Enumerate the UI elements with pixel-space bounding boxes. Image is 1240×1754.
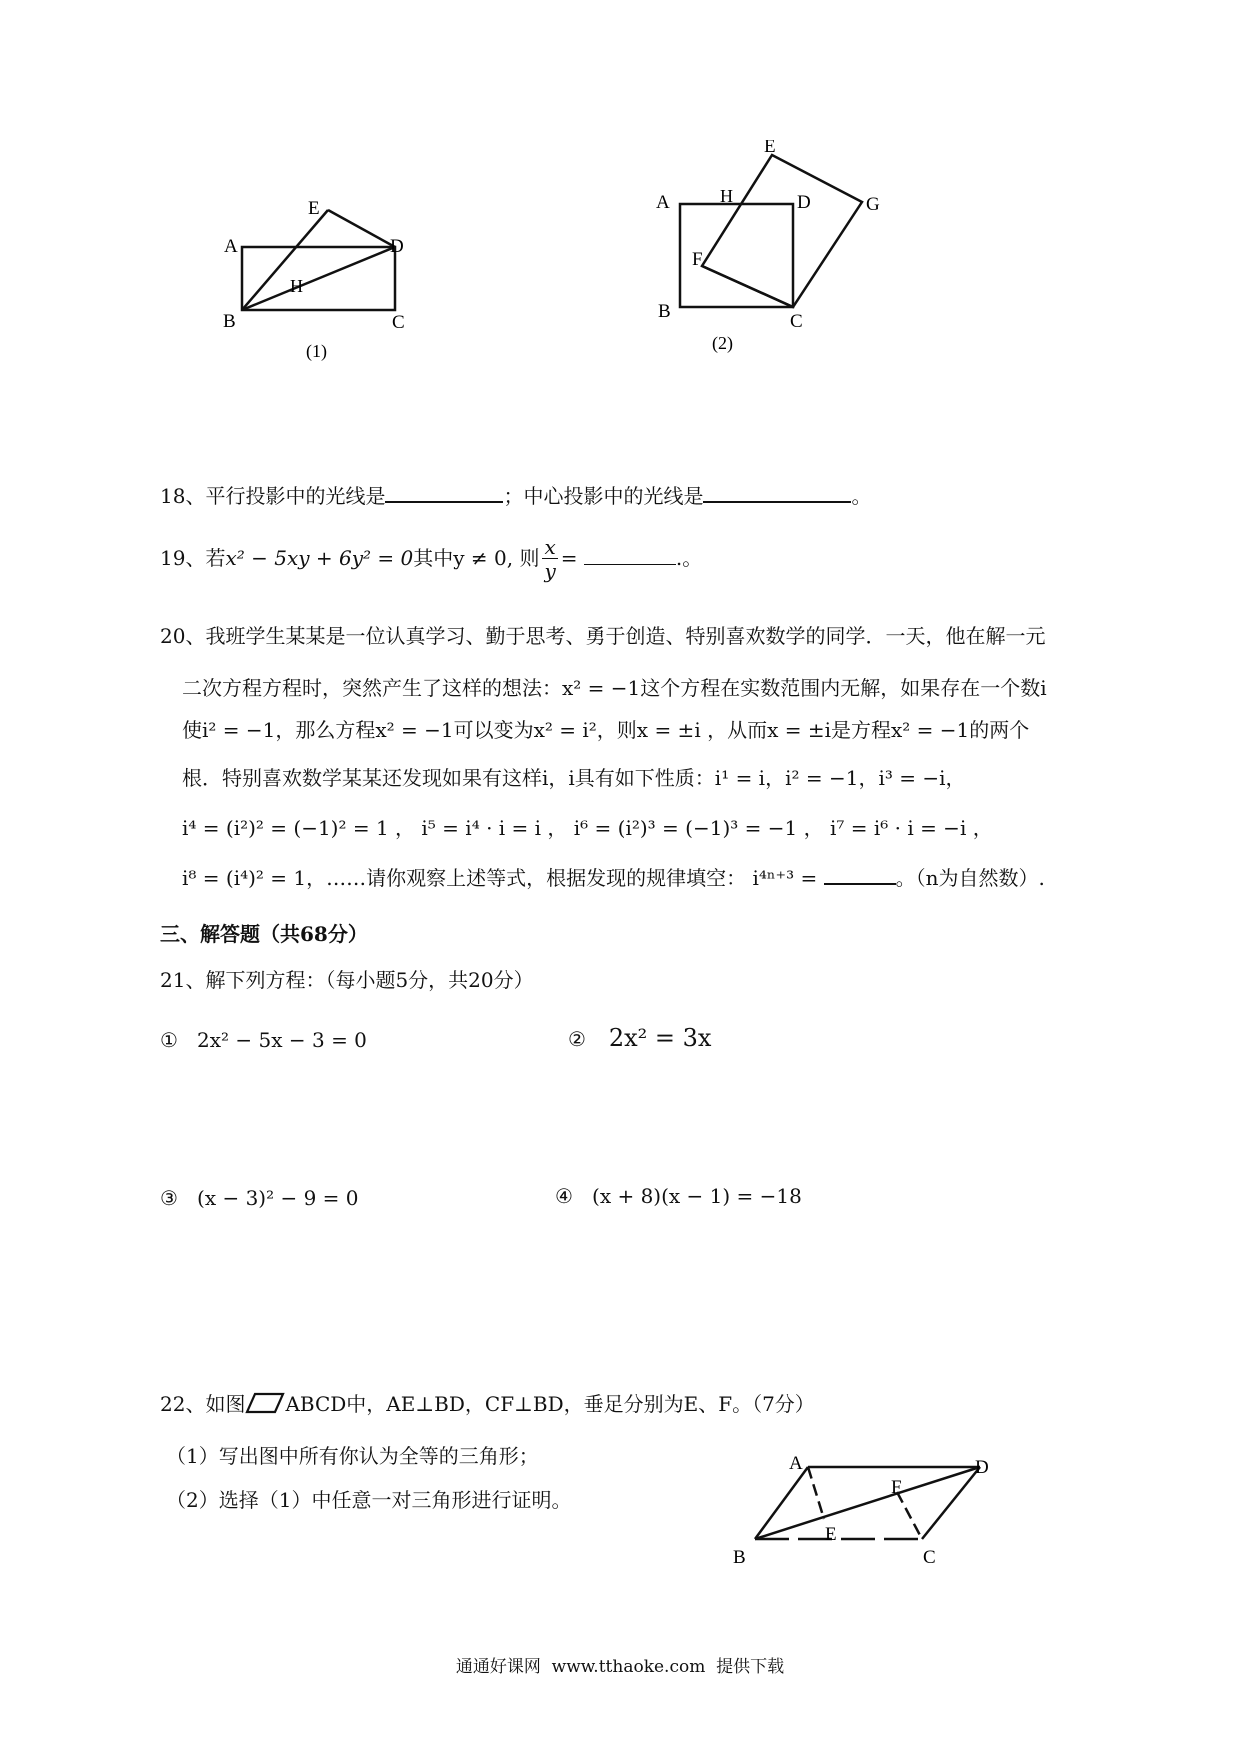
fig22-label-d: D <box>975 1457 989 1478</box>
q21-item-2-eq: 2x² = 3x <box>608 1024 712 1052</box>
q20-line-3: 使i² = −1，那么方程x² = −1可以变为x² = i²，则x = ±i ，从而x = ±i是方程x² = −1的两个 <box>182 718 1030 742</box>
fig2-label-d: D <box>797 192 811 213</box>
q21-title: 21、解下列方程：（每小题5分，共20分） <box>160 968 534 992</box>
fig22-label-a: A <box>789 1453 803 1474</box>
q21-item-4-eq: (x + 8)(x − 1) = −18 <box>592 1184 802 1208</box>
fig2-label-b: B <box>658 301 671 322</box>
q21-item-3-eq: (x − 3)² − 9 = 0 <box>197 1186 359 1210</box>
footer-source: 通通好课网 www.tthaoke.com 提供下载 <box>455 1657 785 1677</box>
q21-item-3 <box>160 1186 359 1210</box>
fig1-label-h: H <box>290 276 303 296</box>
fig2-caption: (2) <box>712 333 733 353</box>
fig1-caption: (1) <box>306 341 327 361</box>
q19-frac-num: x <box>544 535 556 559</box>
q18-blank-1[interactable] <box>385 481 503 503</box>
q22-title <box>160 1388 815 1417</box>
q19-equation: x² − 5xy + 6y² = 0 <box>225 546 414 570</box>
fig2-label-e: E <box>764 140 776 157</box>
fig1-label-b: B <box>223 311 236 332</box>
q22-pre: 22、如图 <box>160 1392 246 1416</box>
q20-line-5: i⁴ = (i²)² = (−1)² = 1 ， i⁵ = i⁴ · i = i ， i⁶ = (i²)³ = (−1)³ = −1 ， i⁷ = i⁶ · i = −i ， <box>182 816 993 840</box>
fig22-label-e: E <box>825 1524 837 1545</box>
q21-item-4 <box>555 1184 802 1208</box>
q21-item-1-eq: 2x² − 5x − 3 = 0 <box>197 1028 367 1052</box>
fig2-label-c: C <box>790 311 803 332</box>
q21-item-1-marker: ① <box>160 1028 178 1052</box>
q20-line-6-a: i⁸ = (i⁴)² = 1，……请你观察上述等式，根据发现的规律填空： i⁴ⁿ⁺³ = <box>182 866 818 890</box>
figure-22 <box>725 1445 1005 1575</box>
q19-end: .。 <box>675 546 703 570</box>
q18-sep: ； <box>503 484 524 508</box>
fig2-label-h: H <box>720 186 733 206</box>
q21-item-2-marker: ② <box>568 1027 586 1051</box>
q20-line-6 <box>182 862 1045 891</box>
q21-item-4-marker: ④ <box>555 1184 573 1208</box>
q21-item-1 <box>160 1028 367 1052</box>
fig22-label-c: C <box>923 1547 936 1568</box>
fig1-label-c: C <box>392 312 405 333</box>
q18-text-a: 平行投影中的光线是 <box>205 484 386 508</box>
q22-sub-2: （2）选择（1）中任意一对三角形进行证明。 <box>166 1488 572 1512</box>
q18-blank-2[interactable] <box>703 481 851 503</box>
fig22-label-b: B <box>733 1547 746 1568</box>
q19-number: 19、 <box>160 546 206 570</box>
q21-item-2 <box>568 1024 711 1052</box>
fig2-label-a: A <box>656 192 670 213</box>
q21-item-3-marker: ③ <box>160 1186 178 1210</box>
fig1-label-d: D <box>390 236 404 257</box>
q19-pre: 若 <box>205 546 226 570</box>
fig1-label-e: E <box>308 198 320 219</box>
q19-cond: 其中y ≠ 0, 则 <box>413 546 540 570</box>
q19-blank[interactable] <box>584 546 676 565</box>
q18-text-b: 中心投影中的光线是 <box>523 484 704 508</box>
q20-line-6-b: 。（n为自然数）. <box>895 866 1045 890</box>
figure-1 <box>220 195 450 375</box>
q20-line-2: 二次方程方程时，突然产生了这样的想法：x² = −1这个方程在实数范围内无解，如果存在一个数i <box>182 676 1047 700</box>
q20-blank[interactable] <box>824 863 896 885</box>
q19-fraction <box>542 536 557 583</box>
q22-sub-1: （1）写出图中所有你认为全等的三角形； <box>166 1444 539 1468</box>
question-18 <box>160 480 871 509</box>
fig22-label-f: F <box>891 1477 902 1498</box>
section-3-title: 三、解答题（共68分） <box>160 922 368 946</box>
fig2-label-g: G <box>866 194 880 215</box>
parallelogram-icon <box>245 1392 285 1414</box>
q18-number: 18、 <box>160 484 206 508</box>
fig2-label-f: F <box>692 249 703 270</box>
q20-line-4: 根．特别喜欢数学某某还发现如果有这样i，i具有如下性质：i¹ = i，i² = −1，i³ = −i， <box>182 766 966 790</box>
q18-end: 。 <box>851 484 872 508</box>
figure-2 <box>650 140 900 360</box>
fig1-label-a: A <box>224 236 238 257</box>
q19-eq: = <box>560 546 578 570</box>
question-19 <box>160 536 702 583</box>
q20-line-1: 20、我班学生某某是一位认真学习、勤于思考、勇于创造、特别喜欢数学的同学．一天，他在解一元 <box>160 624 1046 648</box>
q19-frac-den: y <box>544 559 556 583</box>
q22-text: ABCD中，AE⊥BD，CF⊥BD，垂足分别为E、F。（7分） <box>285 1392 815 1416</box>
